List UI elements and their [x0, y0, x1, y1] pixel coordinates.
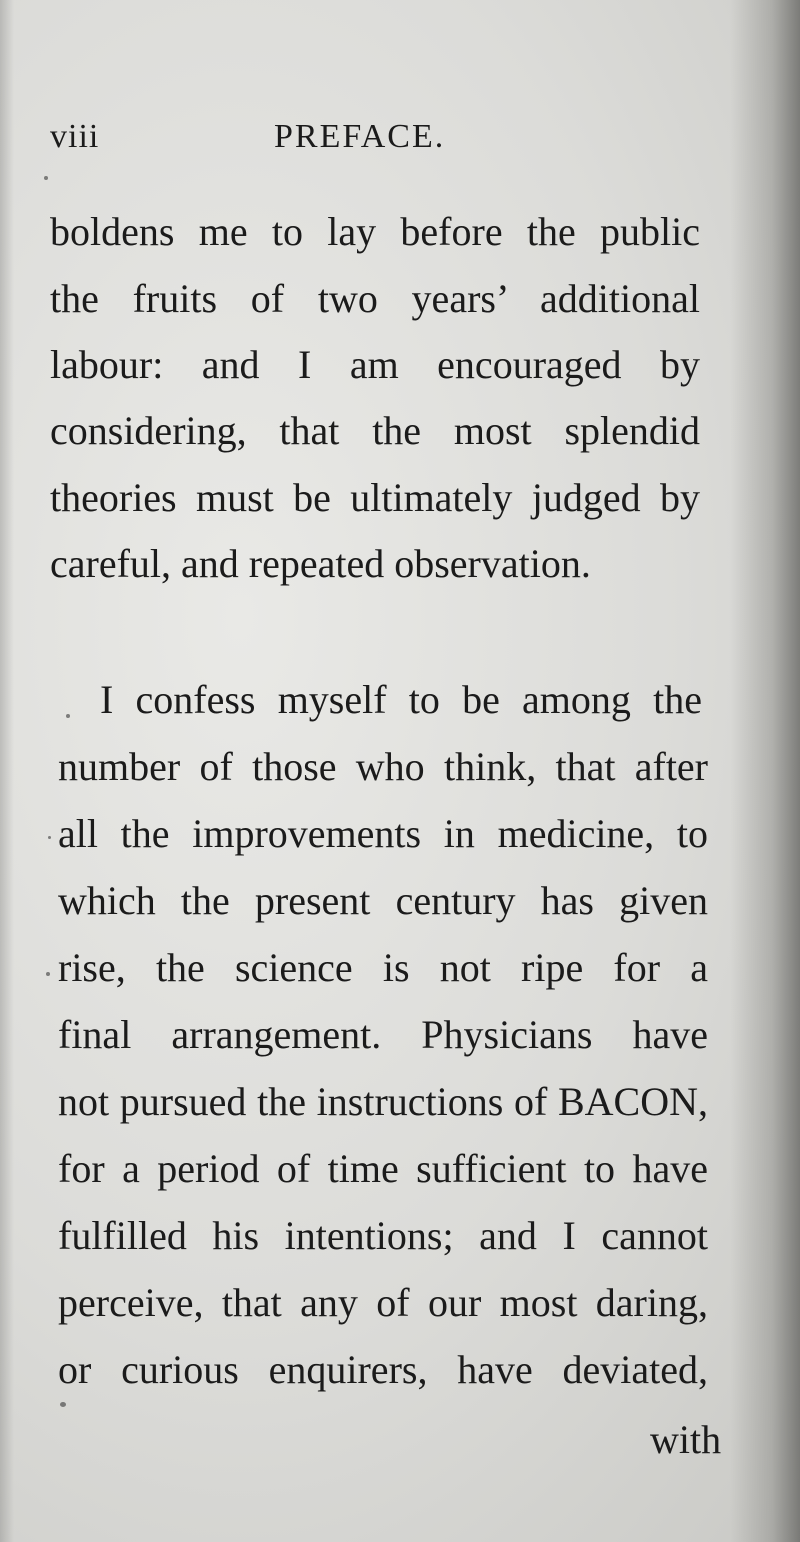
text-line: perceive, that any of our most daring, [58, 1280, 708, 1325]
text-line: not pursued the instructions of BACON, [58, 1079, 708, 1124]
text-line: the fruits of two years’ additional [50, 276, 700, 321]
page-gutter-shadow [0, 0, 14, 1542]
page-number: viii [50, 118, 100, 155]
page-header [50, 118, 730, 168]
text-line: for a period of time sufficient to have [58, 1146, 708, 1191]
text-line: I confess myself to be among the [100, 677, 702, 722]
text-line: careful, and repeated observation. [50, 541, 591, 586]
text-line: final arrangement. Physicians have [58, 1012, 708, 1057]
text-line: rise, the science is not ripe for a [58, 945, 708, 990]
page-edge-shadow [730, 0, 800, 1542]
text-line: considering, that the most splendid [50, 408, 700, 453]
catchword: with [650, 1417, 722, 1462]
text-line: labour: and I am encouraged by [50, 342, 700, 387]
text-line: boldens me to lay before the public [50, 209, 700, 254]
ink-speck [44, 176, 48, 180]
ink-speck [66, 714, 70, 718]
text-line: which the present century has given [58, 878, 708, 923]
text-line: theories must be ultimately judged by [50, 475, 700, 520]
running-title: PREFACE. [274, 118, 446, 155]
text-line: all the improvements in medicine, to [58, 811, 708, 856]
text-line: fulfilled his intentions; and I cannot [58, 1213, 708, 1258]
text-line: number of those who think, that after [58, 744, 708, 789]
ink-speck [48, 836, 51, 839]
ink-speck [46, 972, 50, 976]
text-line: or curious enquirers, have deviated, [58, 1347, 708, 1392]
ink-speck [60, 1402, 66, 1407]
